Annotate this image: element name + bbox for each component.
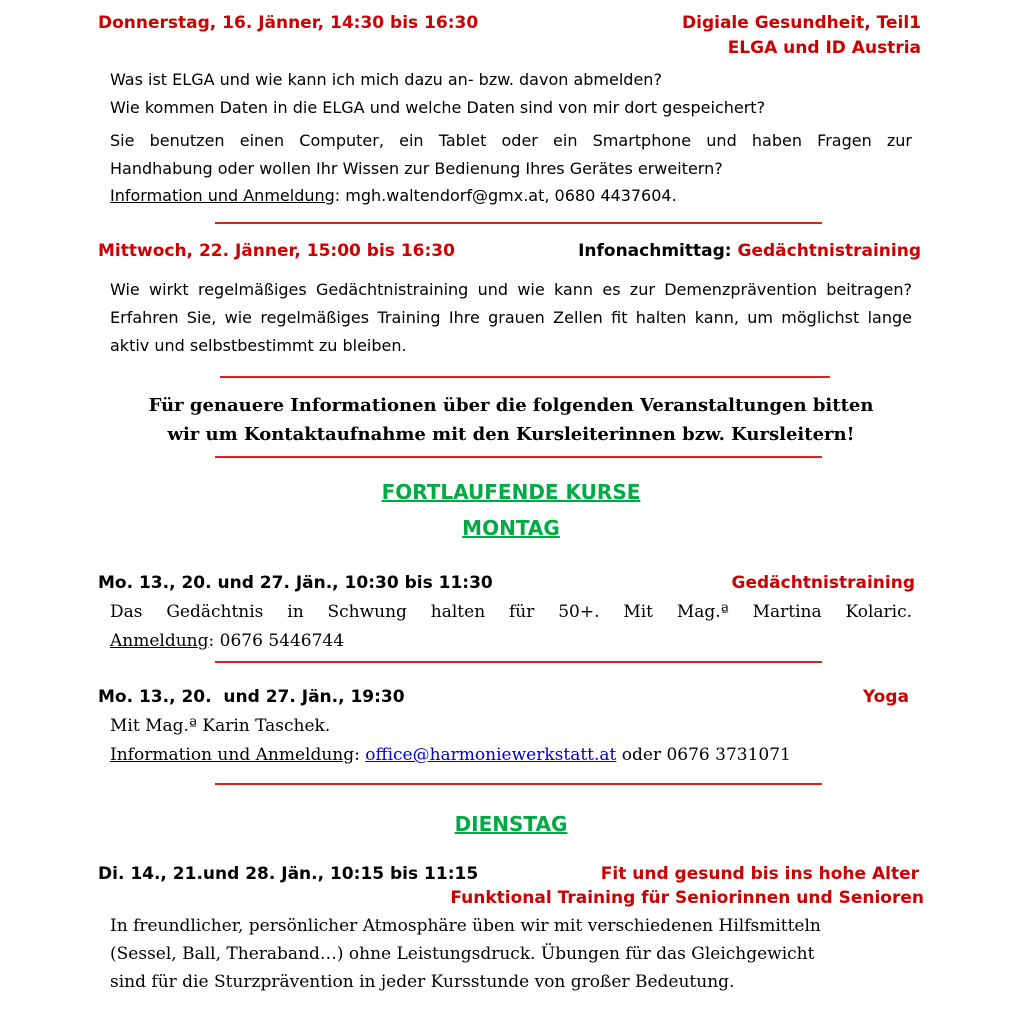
course3-title-line2: Funktional Training für Seniorinnen und Senioren (450, 888, 924, 908)
event1-date: Donnerstag, 16. Jänner, 14:30 bis 16:30 (98, 13, 479, 33)
divider (220, 376, 830, 378)
course2-date: Mo. 13., 20. und 27. Jän., 19:30 (98, 687, 405, 707)
event1-info-contact: : mgh.waltendorf@gmx.at, 0680 4437604. (334, 186, 677, 205)
event2-title-prefix: Infonachmittag: (578, 241, 738, 261)
course2-info-phone: oder 0676 3731071 (616, 745, 791, 765)
course1-title: Gedächtnistraining (731, 573, 915, 593)
event2-title (578, 241, 921, 261)
event1-info-label: Information und Anmeldung (110, 186, 335, 205)
course1-body-line1: Das Gedächtnis in Schwung halten für 50+. Mit Mag.ª Martina Kolaric. (110, 602, 912, 622)
course2-body-line1: Mit Mag.ª Karin Taschek. (110, 716, 331, 736)
divider (215, 661, 822, 663)
event1-body-line1: Was ist ELGA und wie kann ich mich dazu an- bzw. davon abmelden? (110, 70, 662, 89)
event1-body-line2: Wie kommen Daten in die ELGA und welche Daten sind von mir dort gespeichert? (110, 98, 766, 117)
course3-date: Di. 14., 21.und 28. Jän., 10:15 bis 11:15 (98, 864, 479, 884)
course2-info (110, 745, 912, 765)
event2-body-line3: aktiv und selbstbestimmt zu bleiben. (110, 336, 407, 355)
event1-body-line4: Handhabung oder wollen Ihr Wissen zur Bedienung Ihres Gerätes erweitern? (110, 159, 723, 178)
course1-registration (110, 631, 912, 651)
course2-info-sep: : (354, 745, 366, 765)
divider (215, 222, 822, 224)
course3-body-line3: sind für die Sturzprävention in jeder Kursstunde von großer Bedeutung. (110, 972, 735, 992)
course2-title: Yoga (862, 687, 909, 707)
course1-reg-phone: : 0676 5446744 (208, 631, 345, 651)
course2-info-label: Information und Anmeldung (110, 745, 355, 765)
course3-body-line1: In freundlicher, persönlicher Atmosphäre üben wir mit verschiedenen Hilfsmitteln (110, 916, 821, 936)
event1-title-line2: ELGA und ID Austria (727, 38, 921, 58)
divider (215, 456, 822, 458)
event2-body-line2: Erfahren Sie, wie regelmäßiges Training Ihre grauen Zellen fit halten kann, um möglichst lange (110, 308, 912, 327)
course1-date: Mo. 13., 20. und 27. Jän., 10:30 bis 11:30 (98, 573, 493, 593)
divider (215, 783, 822, 785)
course3-title-line1: Fit und gesund bis ins hohe Alter (600, 864, 919, 884)
course1-reg-label: Anmeldung (110, 631, 209, 651)
course2-email-link[interactable]: office@harmoniewerkstatt.at (365, 745, 617, 765)
monday-heading: MONTAG (462, 516, 560, 540)
event2-date: Mittwoch, 22. Jänner, 15:00 bis 16:30 (98, 241, 455, 261)
course3-body-line2: (Sessel, Ball, Theraband…) ohne Leistungsdruck. Übungen für das Gleichgewicht (110, 944, 815, 964)
event1-title-line1: Digiale Gesundheit, Teil1 (682, 13, 921, 33)
event2-title-main: Gedächtnistraining (737, 241, 921, 261)
event1-body-line3: Sie benutzen einen Computer, ein Tablet oder ein Smartphone und haben Fragen zur (110, 131, 912, 150)
tuesday-heading: DIENSTAG (454, 812, 568, 836)
notice-line2: wir um Kontaktaufnahme mit den Kursleiterinnen bzw. Kursleitern! (167, 424, 855, 445)
event2-body-line1: Wie wirkt regelmäßiges Gedächtnistraining und wie kann es zur Demenzprävention beitragen? (110, 280, 912, 299)
event1-info (110, 186, 912, 205)
notice-line1: Für genauere Informationen über die folgenden Veranstaltungen bitten (148, 395, 874, 416)
section-heading: FORTLAUFENDE KURSE (381, 480, 641, 504)
